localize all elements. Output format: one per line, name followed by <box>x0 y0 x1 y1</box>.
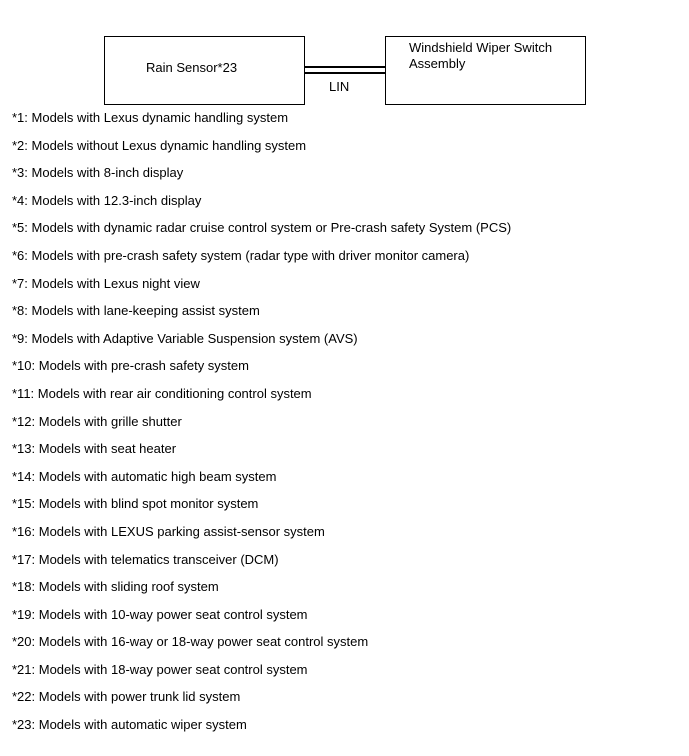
footnote-item: *9: Models with Adaptive Variable Suspension system (AVS) <box>12 330 358 346</box>
footnote-item: *15: Models with blind spot monitor system <box>12 496 259 512</box>
footnote-item: *2: Models without Lexus dynamic handling system <box>12 137 307 153</box>
footnote-item: *4: Models with 12.3-inch display <box>12 192 202 208</box>
footnote-item: *3: Models with 8-inch display <box>12 165 184 181</box>
footnote-item: *11: Models with rear air conditioning control system <box>12 385 312 401</box>
footnote-item: *17: Models with telematics transceiver (DCM) <box>12 551 279 567</box>
footnote-item: *5: Models with dynamic radar cruise control system or Pre-crash safety System (PCS) <box>12 220 512 236</box>
footnote-item: *12: Models with grille shutter <box>12 413 182 429</box>
footnote-item: *21: Models with 18-way power seat control system <box>12 661 308 677</box>
wiper-switch-box <box>385 36 586 105</box>
footnote-item: *6: Models with pre-crash safety system (radar type with driver monitor camera) <box>12 247 470 263</box>
footnote-item: *20: Models with 16-way or 18-way power seat control system <box>12 634 369 650</box>
lin-connection-label: LIN <box>329 79 350 94</box>
footnote-item: *10: Models with pre-crash safety system <box>12 358 249 374</box>
footnote-item: *16: Models with LEXUS parking assist-sensor system <box>12 523 325 539</box>
footnote-item: *14: Models with automatic high beam system <box>12 468 277 484</box>
rain-sensor-box <box>104 36 305 105</box>
footnote-item: *22: Models with power trunk lid system <box>12 689 241 705</box>
footnote-list <box>12 110 511 745</box>
lin-wire-top <box>305 66 385 68</box>
footnote-item: *18: Models with sliding roof system <box>12 579 219 595</box>
footnote-item: *1: Models with Lexus dynamic handling system <box>12 110 289 125</box>
lin-wire-bottom <box>305 72 385 74</box>
footnote-item: *8: Models with lane-keeping assist system <box>12 303 260 319</box>
footnote-item: *13: Models with seat heater <box>12 441 177 457</box>
footnote-item: *7: Models with Lexus night view <box>12 275 200 291</box>
wiper-switch-label: Windshield Wiper Switch Assembly <box>409 40 553 71</box>
footnote-item: *23: Models with automatic wiper system <box>12 717 247 733</box>
rain-sensor-label: Rain Sensor*23 <box>146 60 238 75</box>
footnote-item: *19: Models with 10-way power seat control system <box>12 606 308 622</box>
